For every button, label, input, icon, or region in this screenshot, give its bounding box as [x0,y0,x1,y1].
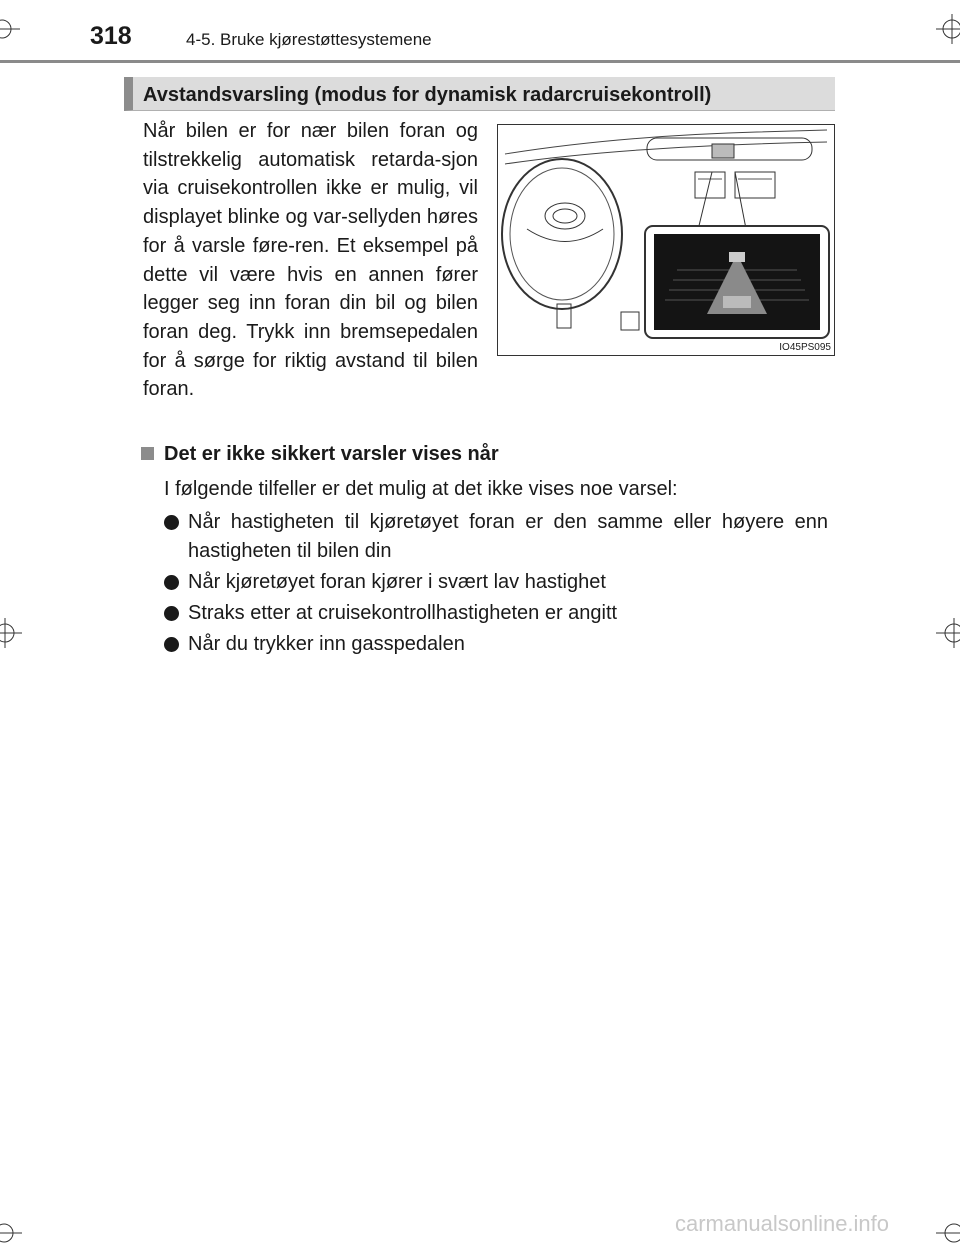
dashboard-drawing [497,124,835,356]
chapter-title: 4-5. Bruke kjørestøttesystemene [186,30,432,49]
bullet-dot-icon [164,637,179,652]
crop-mark-mid-left [0,618,22,648]
page-number: 318 [90,22,132,50]
list-item [164,599,828,628]
header-rule [0,60,960,63]
crop-mark-bottom-right [936,1222,960,1244]
list-item [164,630,828,659]
condition-list [164,508,828,661]
list-item-text: Straks etter at cruisekontrollhastigheten er angitt [188,602,618,624]
list-item-text: Når kjøretøyet foran kjører i svært lav hastighet [188,571,606,593]
subsection-title: Det er ikke sikkert varsler vises når [164,443,499,465]
crop-mark-mid-right [936,618,960,648]
crop-mark-bottom-left [0,1222,22,1244]
square-bullet-icon [141,447,154,460]
intro-paragraph: Når bilen er for nær bilen foran og tilstrekkelig automatisk retarda-sjon via cruisekontrollen ikke er mulig, vil displayet blinke og var-sellyden høres for å varsle føre-ren. Et eksempel på dette vil være hvis en annen fører legger seg inn foran din bil og bilen foran deg. Trykk inn bremsepedalen for å sørge for riktig avstand til bilen foran. [143,120,478,401]
list-item-text: Når du trykker inn gasspedalen [188,633,465,655]
list-item [164,508,828,566]
dashboard-illustration [497,124,835,356]
bullet-dot-icon [164,575,179,590]
list-item-text: Når hastigheten til kjøretøyet foran er den samme eller høyere enn hastigheten til bilen din [188,511,828,562]
crop-mark-top-left [0,14,20,44]
section-title: Avstandsvarsling (modus for dynamisk radarcruisekontroll) [124,77,835,111]
subsection-heading [141,443,499,466]
bullet-dot-icon [164,606,179,621]
watermark: carmanualsonline.info [675,1211,890,1236]
figure-code: IO45PS095 [779,342,831,353]
lead-text: I følgende tilfeller er det mulig at det ikke vises noe varsel: [164,478,678,500]
bullet-dot-icon [164,515,179,530]
crop-mark-top-right [936,14,960,44]
list-item [164,568,828,597]
